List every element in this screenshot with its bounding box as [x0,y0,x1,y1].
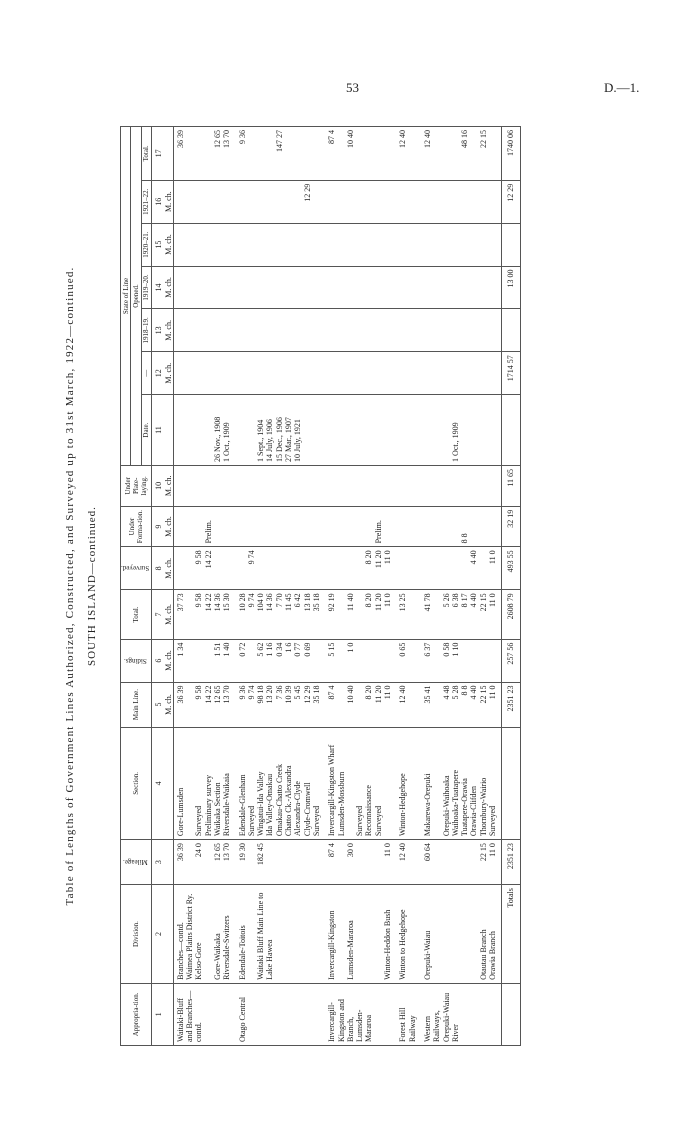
document-reference: D.—1. [604,80,640,95]
cell-approp: Waitaki-Bluff and Branches—contd. [173,983,235,1045]
header-1918-19: 1918–19. [141,309,151,352]
column-number-14: 14 M. ch. [152,266,174,309]
cell-surveyed: 8 20 11 20 11 0 [325,547,396,590]
totals-under-platelaying: 11 65 [502,465,520,506]
column-number-5: 5 M. ch. [152,682,174,727]
table-title: Table of Lengths of Government Lines Authorized, Constructed, and Surveyed up to 31st March, 1922—continued. [64,266,76,906]
cell-total: 13 25 [396,590,421,639]
cell-main: 36 39 9 58 14 22 12 65 13 70 [173,682,235,727]
cell-mileage: 60 64 22 15 11 0 [421,840,502,885]
cell-c14 [396,266,421,309]
header-total: Total. [121,590,152,639]
cell-approp: Forest Hill Railway [396,983,421,1045]
table-row [421,127,502,1046]
unit-label: M. ch. [163,234,173,255]
cell-sidings: 1 34 1 51 1 40 [173,639,235,682]
column-number-row [152,127,174,1046]
header-section: Section. [121,727,152,840]
unit-label: M. ch. [163,362,173,384]
cell-c13 [396,309,421,352]
cell-c14 [173,266,235,309]
cell-division: Orepuki-Waiau Otautau Branch Orawia Branch [421,885,502,984]
cell-date: 1 Oct., 1909 [421,395,502,466]
cell-division: Edendale-Toitois Waitaki Bluff Main Line to Lake Hawea [236,885,326,984]
cell-c16 [421,180,502,223]
cell-c12 [325,352,396,395]
cell-c15 [325,223,396,266]
table-row [236,127,326,1046]
cell-sidings: 5 15 1 0 [325,639,396,682]
cell-under-plate [173,465,235,506]
cell-approp: Invercargill-Kingston and Branch, Lumsden-Mararoa [325,983,396,1045]
totals-under-formation: 32 19 [502,506,520,547]
cell-main: 87 4 10 40 8 20 11 20 11 0 [325,682,396,727]
header-opened: Opened. [131,127,141,466]
cell-total: 37 73 9 58 14 22 14 36 15 30 [173,590,235,639]
column-number-9: 9 M. ch. [152,506,174,547]
totals-1920-21 [502,223,520,266]
cell-c12 [421,352,502,395]
table-row [173,127,235,1046]
cell-surveyed: 9 74 [236,547,326,590]
cell-c17: 12 40 [396,127,421,181]
cell-c15 [236,223,326,266]
cell-section: Makarewa-Orepuki Orepuki-Waihoaka Waihoaka-Tuatapere Tuatapere-Orawia Orawia-Clifden Thornbury-Wairio Surveyed [421,727,502,840]
header-1920-21: 1920–21. [141,223,151,266]
cell-surveyed: 9 58 14 22 [173,547,235,590]
column-numbers [152,127,174,1046]
cell-division: Branches—contd. Waimea Plains District Ry. Kelso-Gore Gore-Waikaka Riversdale-Switzers [173,885,235,984]
totals-date [502,395,520,466]
totals-label: Totals [502,885,520,984]
cell-surveyed [396,547,421,590]
column-number-3: 3 [152,840,174,885]
cell-c16 [325,180,396,223]
cell-c13 [325,309,396,352]
totals-surveyed: 493 55 [502,547,520,590]
column-number-15: 15 M. ch. [152,223,174,266]
header-appropriation: Appropria-tion. [121,983,152,1045]
totals-sidings: 257 56 [502,639,520,682]
column-number-8: 8 M. ch. [152,547,174,590]
column-number-1: 1 [152,983,174,1045]
column-number-10: 10 M. ch. [152,465,174,506]
unit-label: M. ch. [163,516,173,537]
header-surveyed: Surveyed. [121,547,152,590]
cell-date: 1 Sept., 1904 14 July, 1906 15 Dec., 1906 27 Mar., 1907 10 July, 1921 [236,395,326,466]
column-number-12: 12 M. ch. [152,352,174,395]
unit-label: M. ch. [163,604,173,625]
column-number-6: 6 M. ch. [152,639,174,682]
unit-label: M. ch. [163,475,173,497]
cell-date [396,395,421,466]
cell-c17: 87 4 10 40 [325,127,396,181]
cell-sidings: 6 37 0 58 1 10 [421,639,502,682]
cell-division: Winton to Hedgehope [396,885,421,984]
header-state-of-line: State of Line [121,127,131,466]
unit-label: M. ch. [163,650,173,671]
cell-sidings: 0 65 [396,639,421,682]
header-1921-22: 1921–22. [141,180,151,223]
cell-mileage: 19 30 182 45 [236,840,326,885]
header-under-formation: Under Forma-tion. [121,506,152,547]
header-total-opened: Total. [141,127,151,181]
cell-c14 [236,266,326,309]
cell-approp: Otago Central [236,983,326,1045]
cell-c17: 9 36 147 27 [236,127,326,181]
cell-c12 [396,352,421,395]
rotated-table-region [64,126,664,1046]
cell-under-form: Prelim. [173,506,235,547]
cell-under-form: Prelim. [325,506,396,547]
header-col-12: — [141,352,151,395]
cell-section: Invercargill-Kingston Wharf Lumsden-Mossburn Surveyed Reconnaissance Surveyed [325,727,396,840]
cell-total: 92 19 11 40 8 20 11 20 11 0 [325,590,396,639]
cell-mileage: 87 4 30 0 11 0 [325,840,396,885]
column-number-11: 11 [152,395,174,466]
cell-c15 [421,223,502,266]
cell-main: 9 36 9 74 98 18 13 20 7 36 10 39 5 45 12 29 35 18 [236,682,326,727]
cell-under-form [396,506,421,547]
totals-col-12: 1714 57 [502,352,520,395]
totals-row [502,127,520,1046]
cell-c12 [173,352,235,395]
cell-date [325,395,396,466]
cell-c16 [396,180,421,223]
cell-c16: 12 29 [236,180,326,223]
header-sidings: Sidings. [121,639,152,682]
cell-c12 [236,352,326,395]
unit-label: M. ch. [163,191,173,213]
cell-section: Edendale-Glenham Surveyed Wingatui-Ida Valley Ida Valley-Omakau Omakau-Chatto Creek Chatto Ck.-Alexandra Alexandra-Clyde Clyde-Cromwell Surveyed [236,727,326,840]
cell-c15 [396,223,421,266]
column-number-7: 7 M. ch. [152,590,174,639]
cell-c14 [325,266,396,309]
cell-surveyed: 4 40 11 0 [421,547,502,590]
cell-c16 [173,180,235,223]
cell-c17: 12 40 48 16 22 15 [421,127,502,181]
column-number-2: 2 [152,885,174,984]
totals-opened-total: 1740 06 [502,127,520,181]
cell-c15 [173,223,235,266]
table-body [173,127,502,1046]
cell-mileage: 12 40 [396,840,421,885]
lengths-table [120,126,521,1046]
cell-sidings: 0 72 5 62 1 16 0 34 1 6 0 77 0 69 [236,639,326,682]
header-main-line: Main Line. [121,682,152,727]
column-number-16: 16 M. ch. [152,180,174,223]
totals-total: 2608 79 [502,590,520,639]
column-number-17: 17 [152,127,174,181]
cell-under-plate [421,465,502,506]
cell-c13 [236,309,326,352]
cell-total: 41 78 5 26 6 38 8 17 4 40 22 15 11 0 [421,590,502,639]
cell-date: 26 Nov., 1908 1 Oct., 1909 [173,395,235,466]
cell-mileage: 36 39 24 0 12 65 13 70 [173,840,235,885]
header-1919-20: 1919–20. [141,266,151,309]
cell-under-form [236,506,326,547]
table-subtitle: SOUTH ISLAND—continued. [86,506,98,666]
column-number-13: 13 M. ch. [152,309,174,352]
unit-label: M. ch. [163,277,173,298]
table-row [396,127,421,1046]
cell-main: 35 41 4 48 5 28 8 8 4 40 22 15 11 0 [421,682,502,727]
cell-approp: Western Railways, Orepuki-Waiau River [421,983,502,1045]
cell-under-plate [236,465,326,506]
header-mileage: Mileage. [121,840,152,885]
totals-1921-22: 12 29 [502,180,520,223]
cell-section: Gore-Lumsden Surveyed Preliminary survey Waikaka Section Riversdale-Waikaia [173,727,235,840]
unit-label: M. ch. [163,558,173,579]
unit-label: M. ch. [163,320,173,341]
cell-c17: 36 39 12 65 13 70 [173,127,235,181]
cell-main: 12 40 [396,682,421,727]
cell-under-plate [325,465,396,506]
totals-main-line: 2351 23 [502,682,520,727]
header-division: Division. [121,885,152,984]
header-under-platelaying: Under Plate-laying. [121,465,152,506]
cell-section: Winton-Hedgehope [396,727,421,840]
totals-1918-19 [502,309,520,352]
cell-total: 10 28 9 74 104 0 14 36 7 70 11 45 6 42 13 18 35 18 [236,590,326,639]
cell-under-plate [396,465,421,506]
cell-under-form: 8 8 [421,506,502,547]
cell-c14 [421,266,502,309]
header-date: Date. [141,395,151,466]
column-number-4: 4 [152,727,174,840]
cell-c13 [173,309,235,352]
totals-1919-20: 13 00 [502,266,520,309]
unit-label: M. ch. [163,694,173,715]
cell-division: Invercargill-Kingston Lumsden-Mararoa Winton-Heddon Bush [325,885,396,984]
totals-mileage: 2351 23 [502,840,520,885]
cell-c13 [421,309,502,352]
page-number: 53 [346,80,359,95]
table-row [325,127,396,1046]
